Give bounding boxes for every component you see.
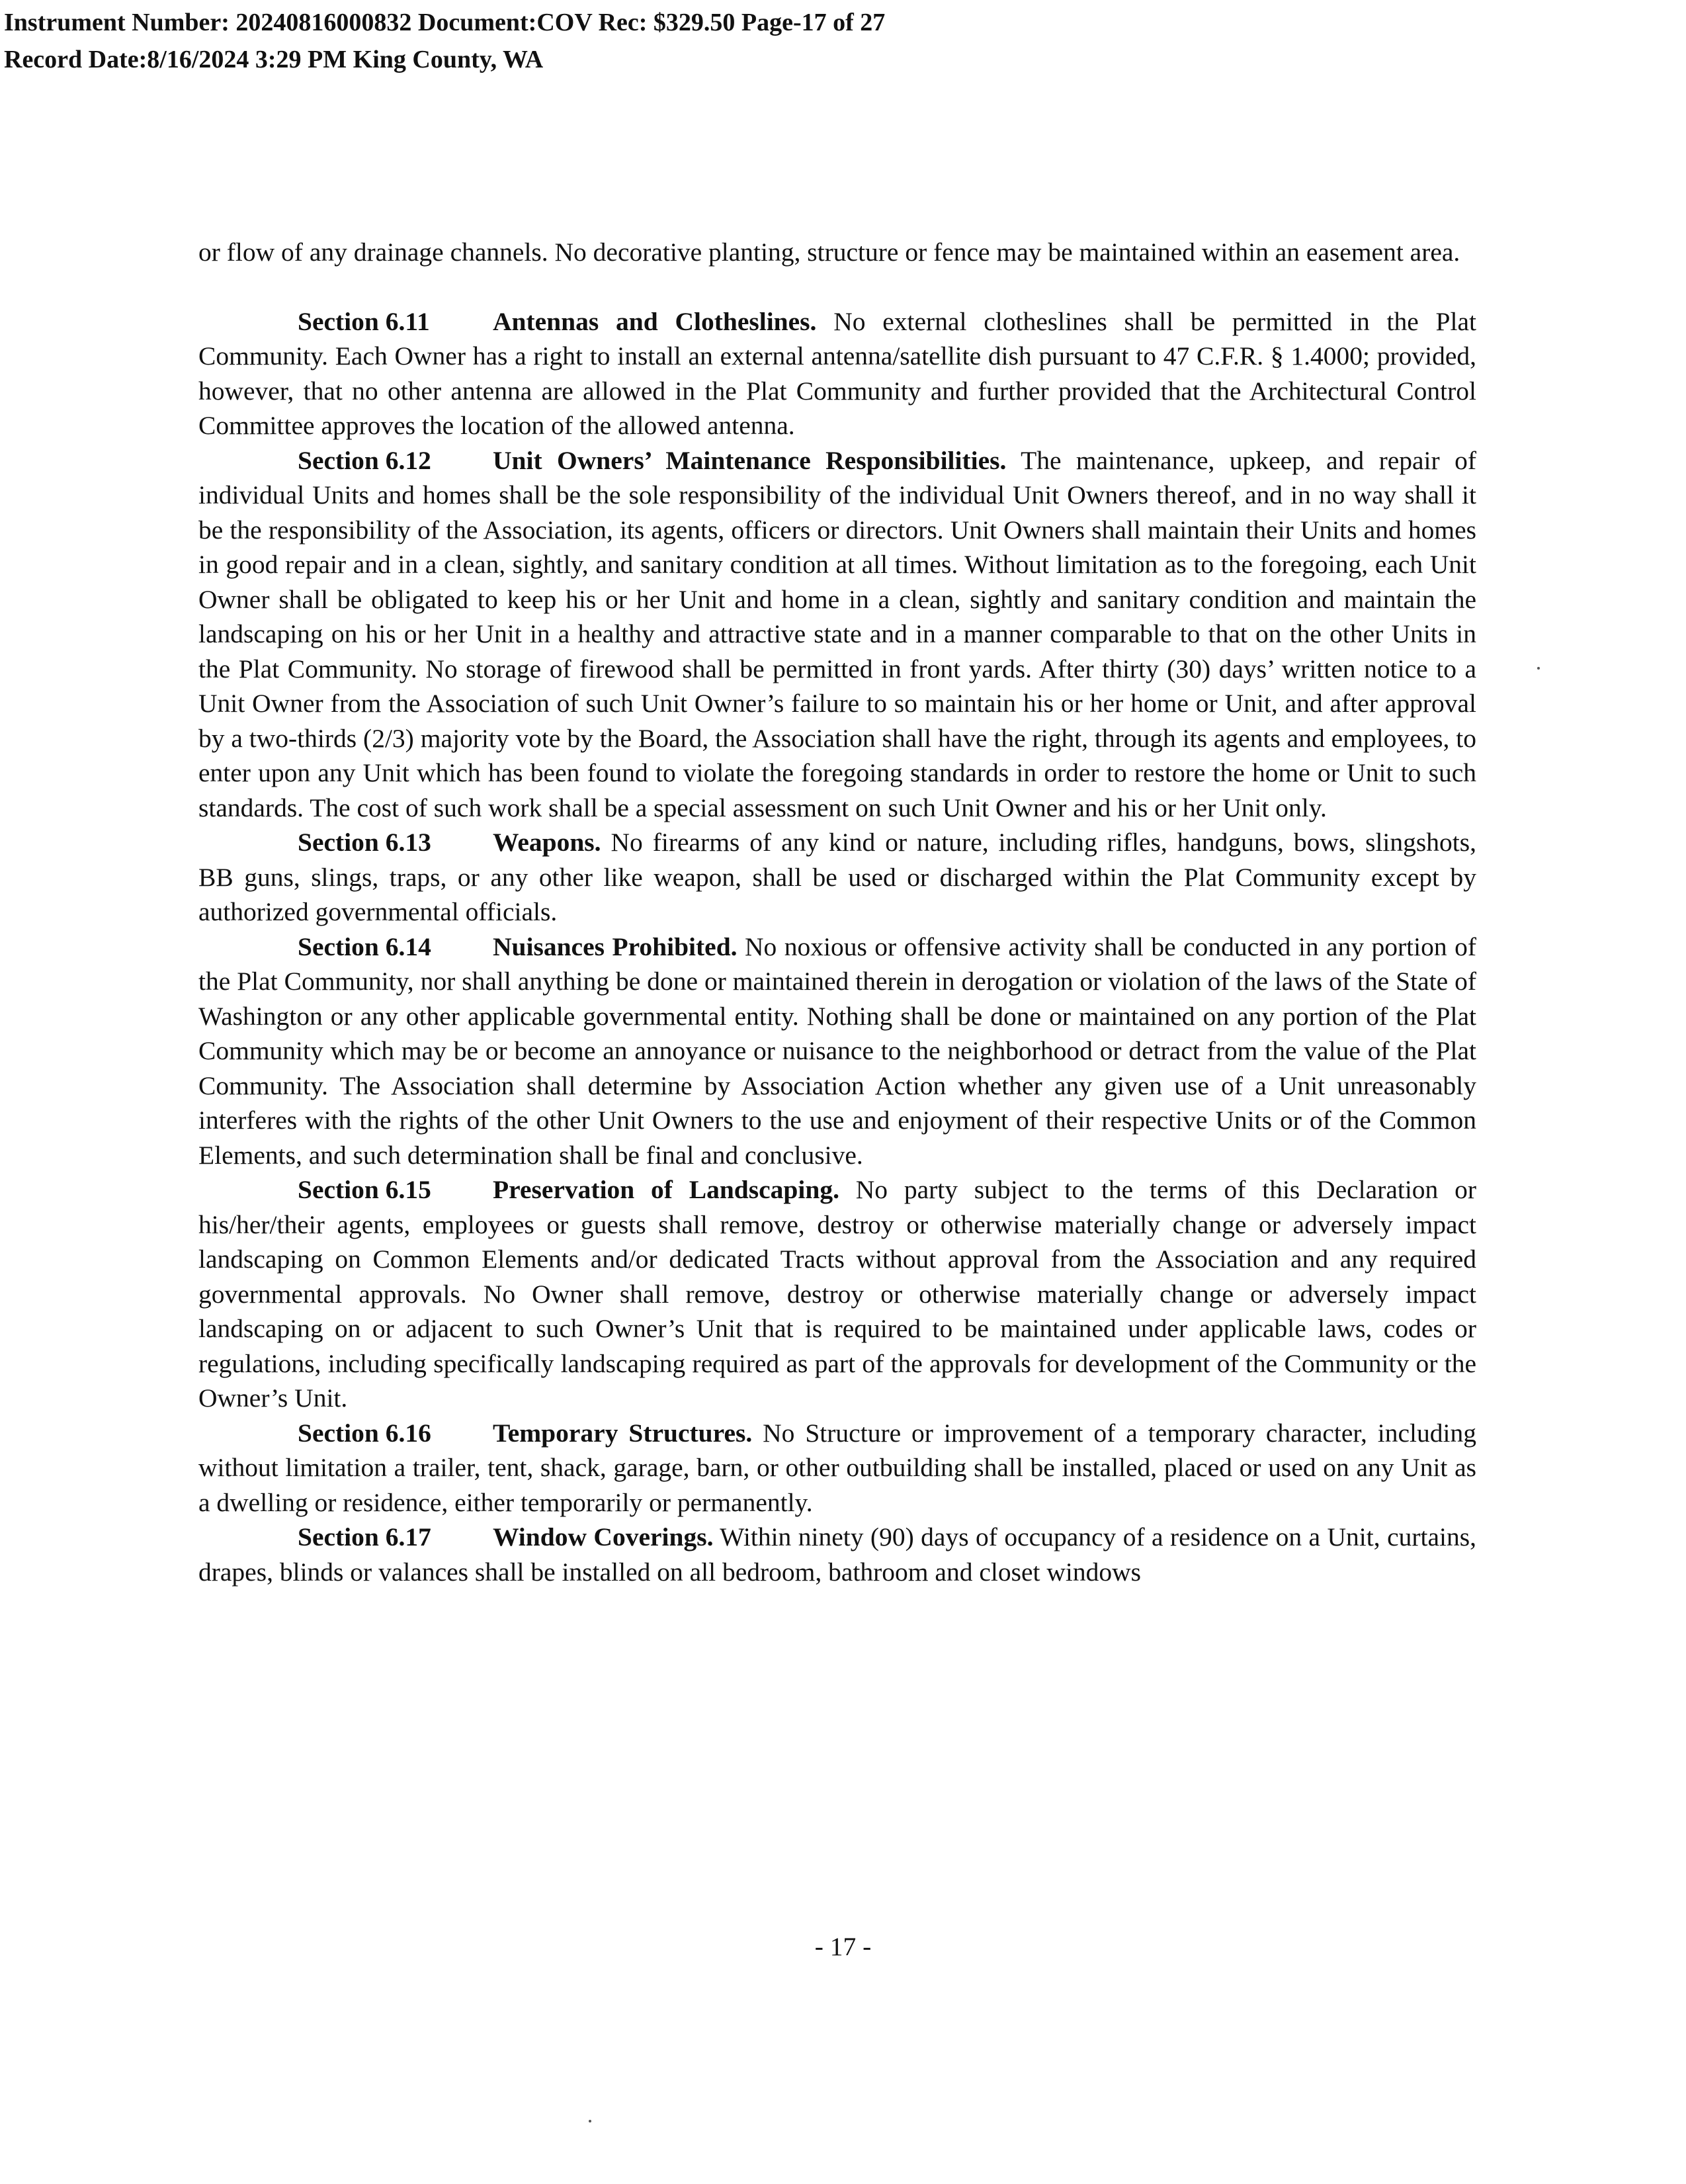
section-title: Unit Owners’ Maintenance Responsibilities. [493,445,1007,475]
page-number: - 17 - [814,1932,872,1961]
section-text: No noxious or offensive activity shall be conducted in any portion of the Plat Community, nor shall anything be done or maintained therein in derogation or violation of the laws of the State of Washington or any other applicable governmental entity. Nothing shall be done or maintained on any portion of the Plat Community which may be or become an annoyance or nuisance to the neighborhood or detract from the value of the Plat Community. The Association shall determine by Association Action whether any given use of a Unit unreasonably interferes with the rights of the other Unit Owners to the use and enjoyment of their respective Units or of the Common Elements, and such determination shall be final and conclusive. [198,932,1476,1170]
section-text: No external clotheslines shall be permitted in the Plat Community. Each Owner has a right to install an external antenna/satellite dish pursuant to 47 C.F.R. § 1.4000; provided, however, that no other antenna are allowed in the Plat Community and further provided that the Architectural Control Committee approves the location of the allowed antenna. [198,306,1476,440]
section-6-12 [198,443,1476,826]
section-6-13 [198,825,1476,930]
section-text: No party subject to the terms of this Declaration or his/her/their agents, employees or guests shall remove, destroy or otherwise materially change or adversely impact landscaping on Common Elements and/or dedicated Tracts without approval from the Association and any required governmental approvals. No Owner shall remove, destroy or otherwise materially change or adversely impact landscaping on or adjacent to such Owner’s Unit that is required to be maintained under applicable laws, codes or regulations, including specifically landscaping required as part of the approvals for development of the Community or the Owner’s Unit. [198,1175,1476,1413]
section-title: Nuisances Prohibited. [493,932,738,961]
section-title: Antennas and Clotheslines. [493,306,817,336]
section-6-14 [198,930,1476,1173]
section-number: Section 6.14 [298,932,431,961]
section-number: Section 6.17 [298,1522,431,1551]
document-body [198,235,1476,1589]
section-number: Section 6.11 [298,306,430,336]
section-number: Section 6.15 [298,1175,431,1204]
section-text: Within ninety (90) days of occupancy of a residence on a Unit, curtains, drapes, blinds or valances shall be installed on all bedroom, bathroom and closet windows [198,1522,1476,1587]
section-title: Temporary Structures. [493,1418,753,1448]
section-6-16 [198,1416,1476,1520]
section-text: The maintenance, upkeep, and repair of individual Units and homes shall be the sole responsibility of the individual Unit Owners thereof, and in no way shall it be the responsibility of the Association, its agents, officers or directors. Unit Owners shall maintain their Units and homes in good repair and in a clean, sightly, and sanitary condition at all times. Without limitation as to the foregoing, each Unit Owner shall be obligated to keep his or her Unit and home in a clean, sightly and sanitary condition and maintain the landscaping on his or her Unit in a healthy and attractive state and in a manner comparable to that on the other Units in the Plat Community. No storage of firewood shall be permitted in front yards. After thirty (30) days’ written notice to a Unit Owner from the Association of such Unit Owner’s failure to so maintain his or her home or Unit, and after approval by a two-thirds (2/3) majority vote by the Board, the Association shall have the right, through its agents and employees, to enter upon any Unit which has been found to violate the foregoing standards in order to restore the home or Unit to such standards. The cost of such work shall be a special assessment on such Unit Owner and his or her Unit only. [198,445,1476,822]
recording-stamp-line-1: Instrument Number: 20240816000832 Document:COV Rec: $329.50 Page-17 of 27 [4,9,886,36]
section-title: Weapons. [493,828,601,857]
section-title: Preservation of Landscaping. [493,1175,839,1204]
recording-stamp-header [4,4,885,78]
section-6-17 [198,1520,1476,1589]
section-6-15 [198,1172,1476,1416]
section-number: Section 6.13 [298,828,431,857]
section-title: Window Coverings. [493,1522,714,1551]
section-text: No Structure or improvement of a temporary character, including without limitation a trailer, tent, shack, garage, barn, or other outbuilding shall be installed, placed or used on any Unit as a dwelling or residence, either temporarily or permanently. [198,1418,1477,1517]
section-6-11 [198,304,1476,443]
section-number: Section 6.12 [298,445,431,475]
section-number: Section 6.16 [298,1418,431,1448]
scan-speck [589,2120,591,2122]
scan-speck [1537,667,1540,670]
section-text: No firearms of any kind or nature, including rifles, handguns, bows, slingshots, BB guns, slings, traps, or any other like weapon, shall be used or discharged within the Plat Community except by authorized governmental officials. [198,828,1476,926]
continued-paragraph: or flow of any drainage channels. No decorative planting, structure or fence may be maintained within an easement area. [198,238,1460,267]
recording-stamp-line-2: Record Date:8/16/2024 3:29 PM King County, WA [4,46,544,73]
